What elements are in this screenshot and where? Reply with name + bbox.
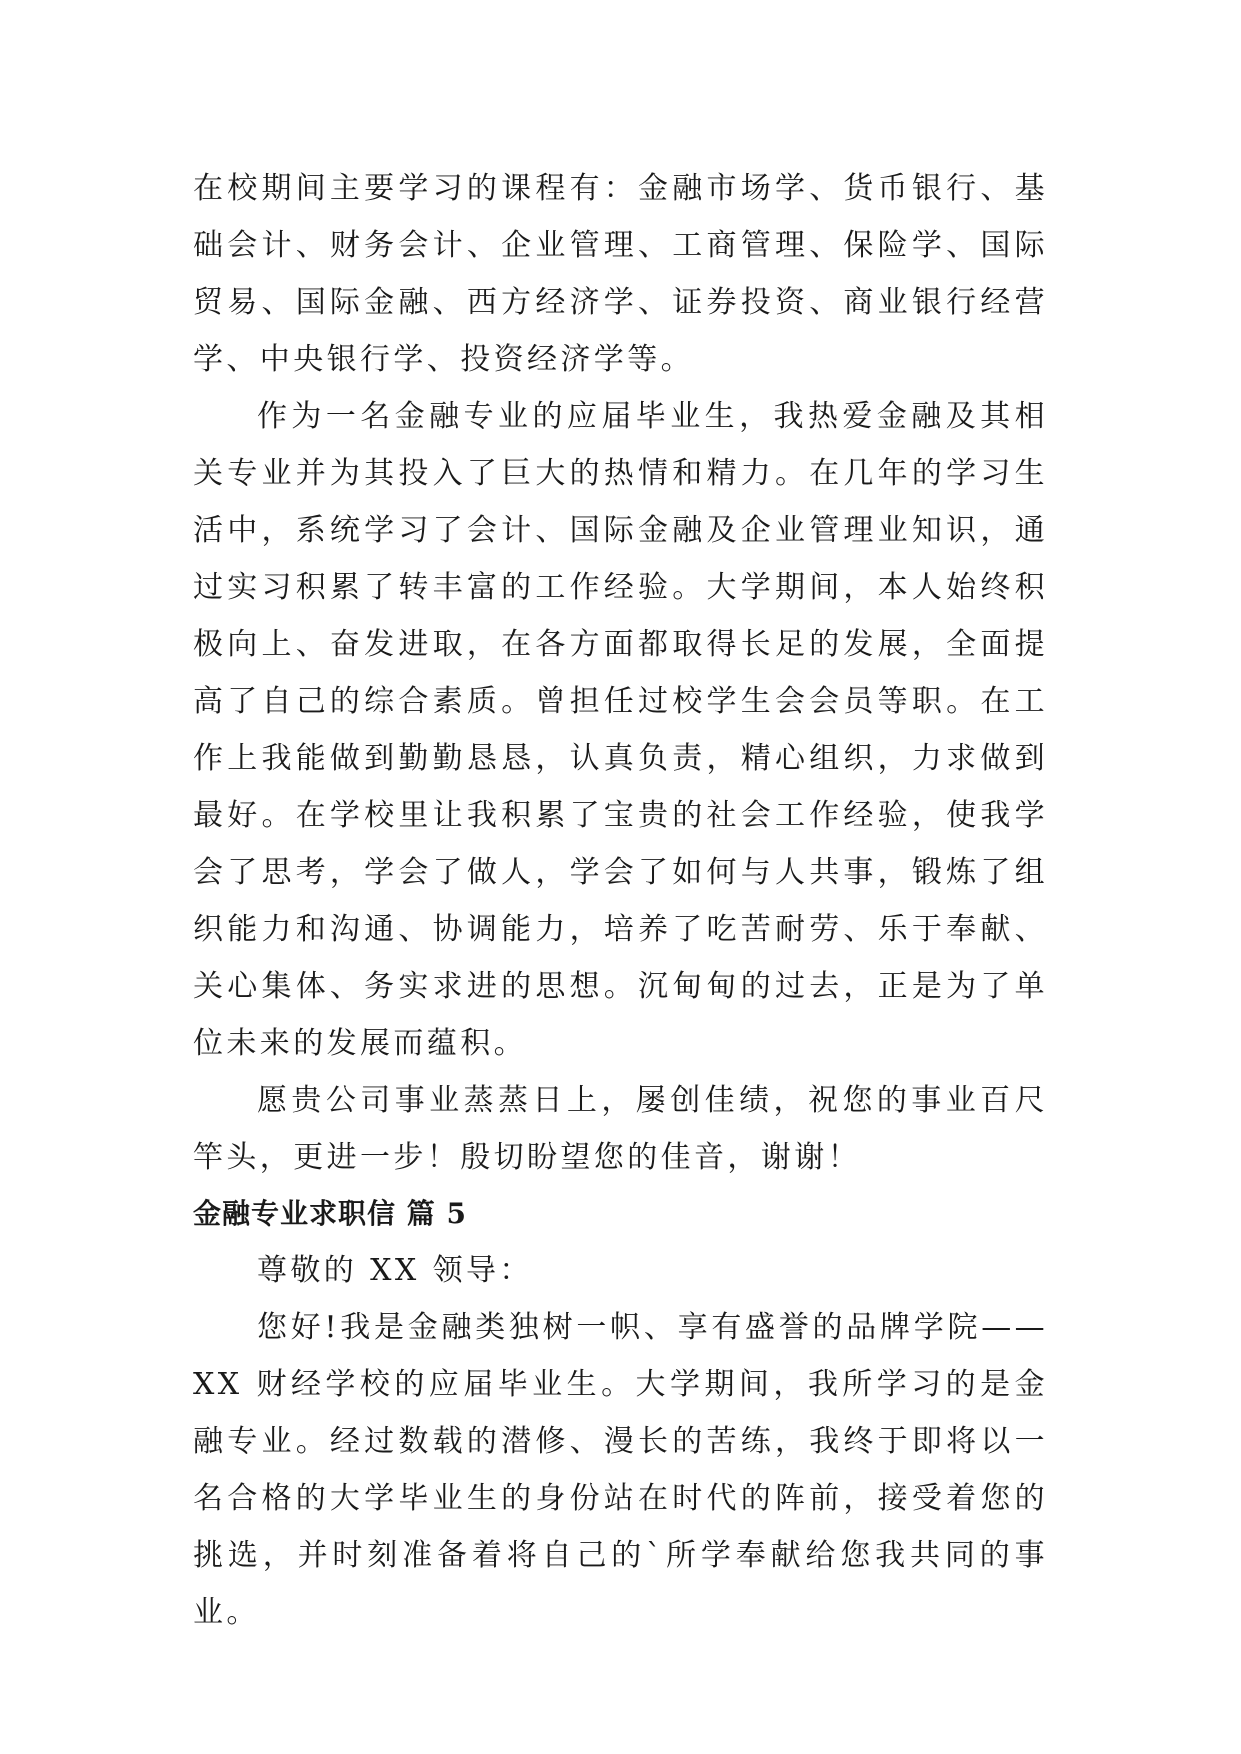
- closing-wishes-paragraph: 愿贵公司事业蒸蒸日上，屡创佳绩，祝您的事业百尺竿头，更进一步！殷切盼望您的佳音，谢谢！: [193, 1083, 1048, 1175]
- salutation: 尊敬的 XX 领导：: [257, 1253, 533, 1288]
- document-page: [193, 160, 1048, 1641]
- section-heading: 金融专业求职信 篇 5: [193, 1197, 467, 1230]
- self-introduction-paragraph: 作为一名金融专业的应届毕业生，我热爱金融及其相关专业并为其投入了巨大的热情和精力。在几年的学习生活中，系统学习了会计、国际金融及企业管理业知识，通过实习积累了转丰富的工作经验。大学期间，本人始终积极向上、奋发进取，在各方面都取得长足的发展，全面提高了自己的综合素质。曾担任过校学生会会员等职。在工作上我能做到勤勤恳恳，认真负责，精心组织，力求做到最好。在学校里让我积累了宝贵的社会工作经验，使我学会了思考，学会了做人，学会了如何与人共事，锻炼了组织能力和沟通、协调能力，培养了吃苦耐劳、乐于奉献、关心集体、务实求进的思想。沉甸甸的过去，正是为了单位未来的发展而蕴积。: [193, 399, 1048, 1061]
- course-list-paragraph: 在校期间主要学习的课程有：金融市场学、货币银行、基础会计、财务会计、企业管理、工商管理、保险学、国际贸易、国际金融、西方经济学、证券投资、商业银行经营学、中央银行学、投资经济学等。: [193, 171, 1048, 377]
- opening-paragraph: 您好!我是金融类独树一帜、享有盛誉的品牌学院——XX 财经学校的应届毕业生。大学期间，我所学习的是金融专业。经过数载的潜修、漫长的苦练，我终于即将以一名合格的大学毕业生的身份站在时代的阵前，接受着您的挑选，并时刻准备着将自己的`所学奉献给您我共同的事业。: [193, 1310, 1048, 1630]
